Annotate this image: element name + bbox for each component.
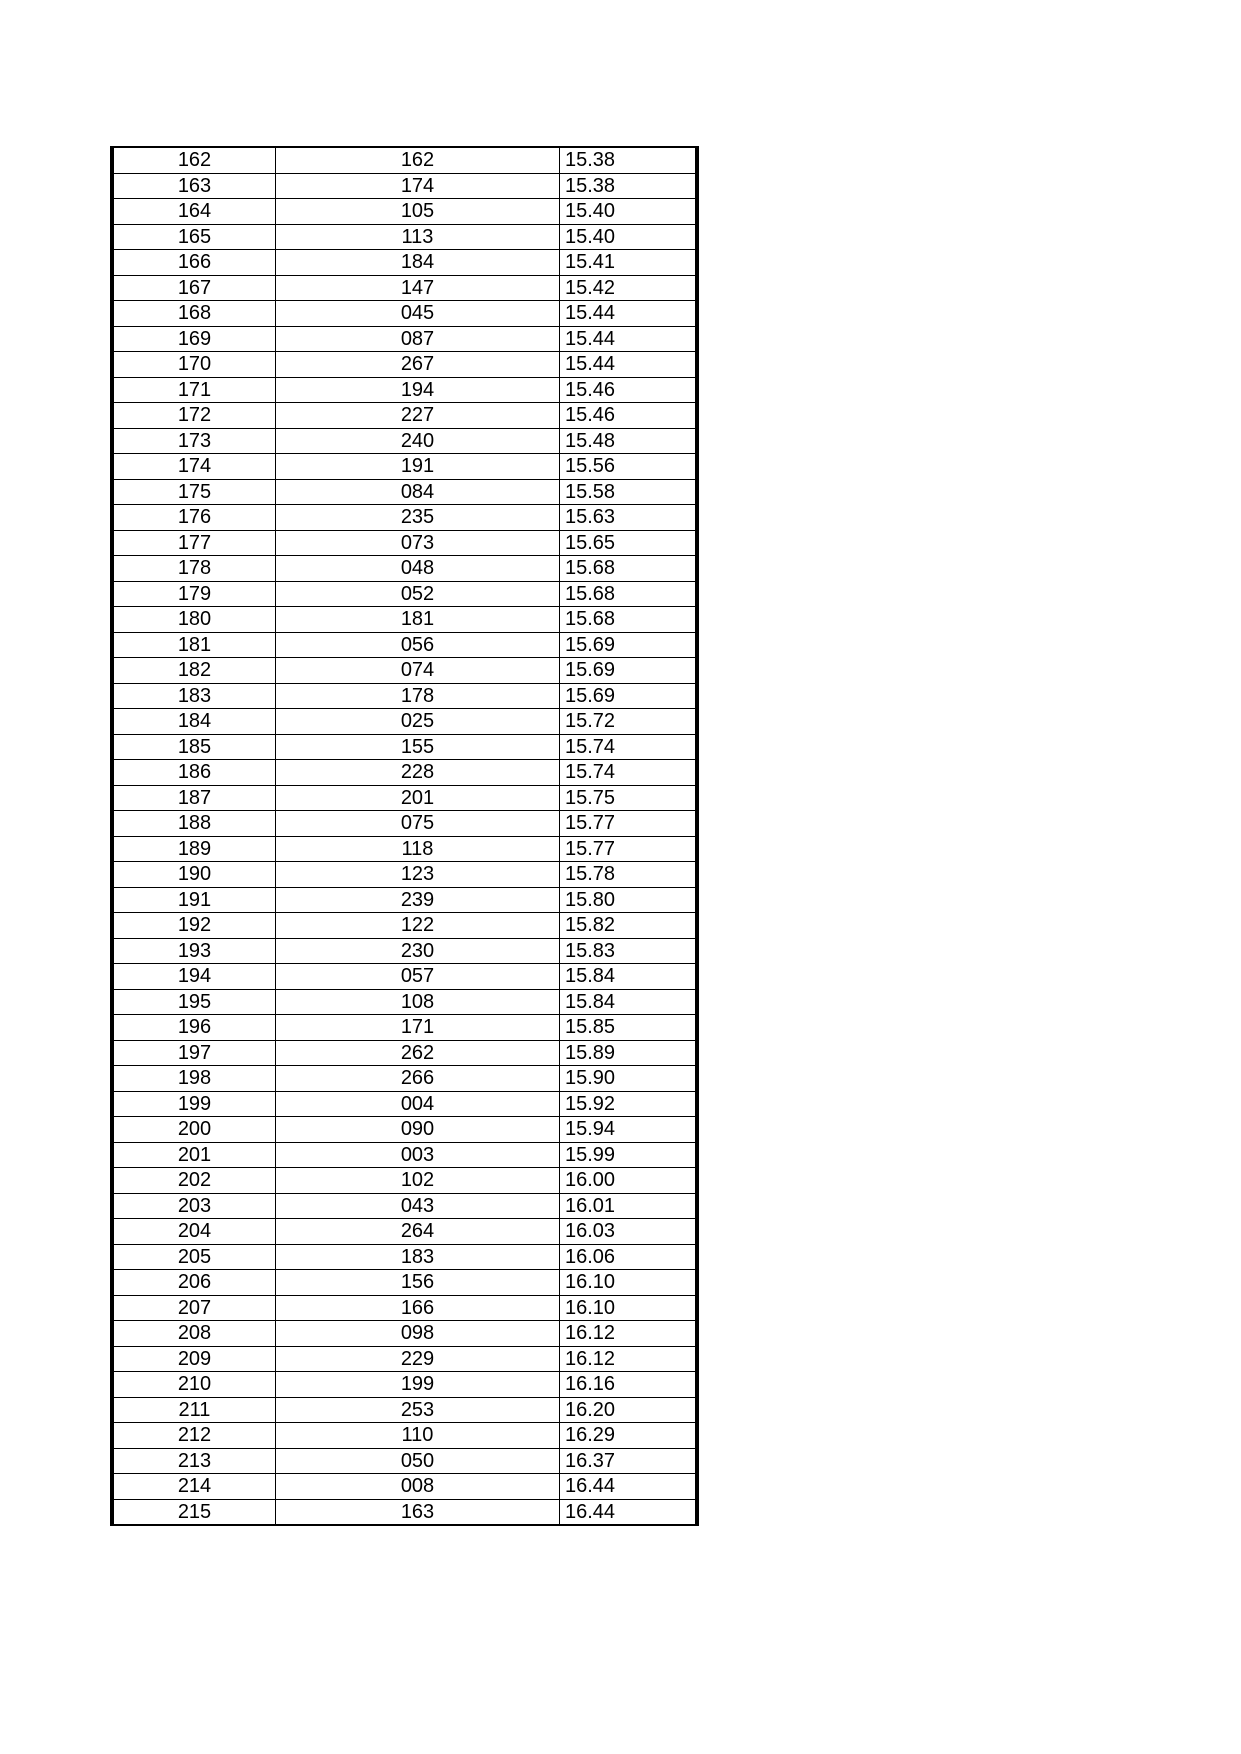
score-cell: 15.38	[560, 173, 698, 199]
rank-cell: 206	[112, 1270, 276, 1296]
id-cell: 102	[276, 1168, 560, 1194]
rank-cell: 178	[112, 556, 276, 582]
id-cell: 052	[276, 581, 560, 607]
score-cell: 16.12	[560, 1346, 698, 1372]
id-cell: 262	[276, 1040, 560, 1066]
score-cell: 15.40	[560, 199, 698, 225]
score-cell: 16.00	[560, 1168, 698, 1194]
score-cell: 15.56	[560, 454, 698, 480]
id-cell: 003	[276, 1142, 560, 1168]
table-row	[112, 1015, 697, 1041]
table-row	[112, 964, 697, 990]
id-cell: 075	[276, 811, 560, 837]
id-cell: 122	[276, 913, 560, 939]
ranking-table-body	[112, 147, 697, 1525]
rank-cell: 198	[112, 1066, 276, 1092]
id-cell: 253	[276, 1397, 560, 1423]
rank-cell: 175	[112, 479, 276, 505]
score-cell: 15.84	[560, 989, 698, 1015]
table-row	[112, 938, 697, 964]
id-cell: 230	[276, 938, 560, 964]
score-cell: 16.12	[560, 1321, 698, 1347]
rank-cell: 165	[112, 224, 276, 250]
score-cell: 15.69	[560, 683, 698, 709]
id-cell: 201	[276, 785, 560, 811]
rank-cell: 197	[112, 1040, 276, 1066]
score-cell: 15.46	[560, 377, 698, 403]
id-cell: 155	[276, 734, 560, 760]
table-row	[112, 224, 697, 250]
table-row	[112, 556, 697, 582]
table-row	[112, 530, 697, 556]
table-row	[112, 1423, 697, 1449]
score-cell: 15.68	[560, 607, 698, 633]
rank-cell: 186	[112, 760, 276, 786]
id-cell: 105	[276, 199, 560, 225]
table-row	[112, 632, 697, 658]
score-cell: 15.48	[560, 428, 698, 454]
id-cell: 162	[276, 147, 560, 173]
rank-cell: 177	[112, 530, 276, 556]
rank-cell: 170	[112, 352, 276, 378]
id-cell: 056	[276, 632, 560, 658]
score-cell: 15.40	[560, 224, 698, 250]
rank-cell: 174	[112, 454, 276, 480]
id-cell: 171	[276, 1015, 560, 1041]
score-cell: 15.84	[560, 964, 698, 990]
rank-cell: 201	[112, 1142, 276, 1168]
rank-cell: 167	[112, 275, 276, 301]
table-row	[112, 301, 697, 327]
id-cell: 004	[276, 1091, 560, 1117]
table-row	[112, 785, 697, 811]
id-cell: 057	[276, 964, 560, 990]
score-cell: 15.80	[560, 887, 698, 913]
table-row	[112, 1244, 697, 1270]
table-row	[112, 479, 697, 505]
id-cell: 267	[276, 352, 560, 378]
table-row	[112, 1270, 697, 1296]
table-row	[112, 760, 697, 786]
id-cell: 266	[276, 1066, 560, 1092]
rank-cell: 176	[112, 505, 276, 531]
score-cell: 15.46	[560, 403, 698, 429]
table-row	[112, 1142, 697, 1168]
table-row	[112, 173, 697, 199]
table-row	[112, 454, 697, 480]
rank-cell: 169	[112, 326, 276, 352]
table-row	[112, 403, 697, 429]
rank-cell: 196	[112, 1015, 276, 1041]
table-row	[112, 505, 697, 531]
score-cell: 15.69	[560, 658, 698, 684]
id-cell: 098	[276, 1321, 560, 1347]
score-cell: 15.38	[560, 147, 698, 173]
id-cell: 050	[276, 1448, 560, 1474]
table-row	[112, 607, 697, 633]
table-row	[112, 836, 697, 862]
table-row	[112, 1168, 697, 1194]
table-row	[112, 1295, 697, 1321]
score-cell: 15.77	[560, 836, 698, 862]
rank-cell: 190	[112, 862, 276, 888]
rank-cell: 184	[112, 709, 276, 735]
score-cell: 15.92	[560, 1091, 698, 1117]
score-cell: 15.74	[560, 734, 698, 760]
id-cell: 184	[276, 250, 560, 276]
table-row	[112, 377, 697, 403]
rank-cell: 163	[112, 173, 276, 199]
id-cell: 074	[276, 658, 560, 684]
table-row	[112, 1346, 697, 1372]
id-cell: 084	[276, 479, 560, 505]
score-cell: 16.20	[560, 1397, 698, 1423]
score-cell: 16.06	[560, 1244, 698, 1270]
score-cell: 16.10	[560, 1295, 698, 1321]
id-cell: 147	[276, 275, 560, 301]
id-cell: 191	[276, 454, 560, 480]
rank-cell: 200	[112, 1117, 276, 1143]
rank-cell: 208	[112, 1321, 276, 1347]
id-cell: 073	[276, 530, 560, 556]
table-row	[112, 250, 697, 276]
id-cell: 199	[276, 1372, 560, 1398]
table-row	[112, 326, 697, 352]
table-row	[112, 1040, 697, 1066]
rank-cell: 172	[112, 403, 276, 429]
score-cell: 15.65	[560, 530, 698, 556]
table-row	[112, 1091, 697, 1117]
score-cell: 15.74	[560, 760, 698, 786]
rank-cell: 203	[112, 1193, 276, 1219]
id-cell: 045	[276, 301, 560, 327]
id-cell: 113	[276, 224, 560, 250]
table-row	[112, 1066, 697, 1092]
score-cell: 15.85	[560, 1015, 698, 1041]
score-cell: 16.37	[560, 1448, 698, 1474]
rank-cell: 185	[112, 734, 276, 760]
score-cell: 15.72	[560, 709, 698, 735]
rank-cell: 212	[112, 1423, 276, 1449]
table-row	[112, 1321, 697, 1347]
score-cell: 15.44	[560, 301, 698, 327]
rank-cell: 192	[112, 913, 276, 939]
table-row	[112, 887, 697, 913]
table-row	[112, 147, 697, 173]
score-cell: 16.29	[560, 1423, 698, 1449]
id-cell: 025	[276, 709, 560, 735]
rank-cell: 180	[112, 607, 276, 633]
id-cell: 194	[276, 377, 560, 403]
id-cell: 178	[276, 683, 560, 709]
rank-cell: 179	[112, 581, 276, 607]
score-cell: 15.44	[560, 326, 698, 352]
score-cell: 16.44	[560, 1499, 698, 1525]
rank-cell: 199	[112, 1091, 276, 1117]
id-cell: 166	[276, 1295, 560, 1321]
id-cell: 228	[276, 760, 560, 786]
table-row	[112, 862, 697, 888]
score-cell: 15.68	[560, 556, 698, 582]
rank-cell: 189	[112, 836, 276, 862]
score-cell: 15.41	[560, 250, 698, 276]
id-cell: 174	[276, 173, 560, 199]
table-row	[112, 1499, 697, 1525]
id-cell: 118	[276, 836, 560, 862]
table-row	[112, 811, 697, 837]
table-row	[112, 352, 697, 378]
table-row	[112, 275, 697, 301]
score-cell: 15.69	[560, 632, 698, 658]
id-cell: 264	[276, 1219, 560, 1245]
rank-cell: 183	[112, 683, 276, 709]
rank-cell: 204	[112, 1219, 276, 1245]
rank-cell: 209	[112, 1346, 276, 1372]
id-cell: 181	[276, 607, 560, 633]
rank-cell: 207	[112, 1295, 276, 1321]
table-row	[112, 709, 697, 735]
table-row	[112, 658, 697, 684]
id-cell: 229	[276, 1346, 560, 1372]
rank-cell: 195	[112, 989, 276, 1015]
rank-cell: 202	[112, 1168, 276, 1194]
rank-cell: 194	[112, 964, 276, 990]
score-cell: 15.75	[560, 785, 698, 811]
score-cell: 15.58	[560, 479, 698, 505]
id-cell: 156	[276, 1270, 560, 1296]
table-row	[112, 1193, 697, 1219]
id-cell: 163	[276, 1499, 560, 1525]
score-cell: 16.44	[560, 1474, 698, 1500]
ranking-table	[110, 146, 699, 1526]
id-cell: 123	[276, 862, 560, 888]
id-cell: 239	[276, 887, 560, 913]
rank-cell: 171	[112, 377, 276, 403]
id-cell: 240	[276, 428, 560, 454]
id-cell: 048	[276, 556, 560, 582]
table-row	[112, 734, 697, 760]
id-cell: 110	[276, 1423, 560, 1449]
rank-cell: 181	[112, 632, 276, 658]
score-cell: 15.68	[560, 581, 698, 607]
score-cell: 15.83	[560, 938, 698, 964]
id-cell: 183	[276, 1244, 560, 1270]
rank-cell: 168	[112, 301, 276, 327]
table-row	[112, 581, 697, 607]
id-cell: 235	[276, 505, 560, 531]
id-cell: 043	[276, 1193, 560, 1219]
rank-cell: 173	[112, 428, 276, 454]
rank-cell: 166	[112, 250, 276, 276]
score-cell: 16.03	[560, 1219, 698, 1245]
score-cell: 15.89	[560, 1040, 698, 1066]
table-row	[112, 1448, 697, 1474]
rank-cell: 214	[112, 1474, 276, 1500]
id-cell: 087	[276, 326, 560, 352]
id-cell: 108	[276, 989, 560, 1015]
id-cell: 227	[276, 403, 560, 429]
table-row	[112, 1219, 697, 1245]
table-row	[112, 428, 697, 454]
score-cell: 15.44	[560, 352, 698, 378]
score-cell: 16.10	[560, 1270, 698, 1296]
table-row	[112, 989, 697, 1015]
rank-cell: 213	[112, 1448, 276, 1474]
table-row	[112, 1474, 697, 1500]
rank-cell: 193	[112, 938, 276, 964]
score-cell: 15.82	[560, 913, 698, 939]
rank-cell: 182	[112, 658, 276, 684]
id-cell: 090	[276, 1117, 560, 1143]
rank-cell: 210	[112, 1372, 276, 1398]
table-row	[112, 1397, 697, 1423]
rank-cell: 187	[112, 785, 276, 811]
rank-cell: 205	[112, 1244, 276, 1270]
table-row	[112, 913, 697, 939]
rank-cell: 164	[112, 199, 276, 225]
score-cell: 15.42	[560, 275, 698, 301]
table-row	[112, 199, 697, 225]
score-cell: 15.63	[560, 505, 698, 531]
rank-cell: 211	[112, 1397, 276, 1423]
score-cell: 15.90	[560, 1066, 698, 1092]
score-cell: 15.94	[560, 1117, 698, 1143]
rank-cell: 162	[112, 147, 276, 173]
score-cell: 15.78	[560, 862, 698, 888]
rank-cell: 191	[112, 887, 276, 913]
table-row	[112, 1372, 697, 1398]
score-cell: 16.01	[560, 1193, 698, 1219]
score-cell: 15.77	[560, 811, 698, 837]
score-cell: 16.16	[560, 1372, 698, 1398]
table-row	[112, 1117, 697, 1143]
table-row	[112, 683, 697, 709]
rank-cell: 188	[112, 811, 276, 837]
id-cell: 008	[276, 1474, 560, 1500]
rank-cell: 215	[112, 1499, 276, 1525]
score-cell: 15.99	[560, 1142, 698, 1168]
